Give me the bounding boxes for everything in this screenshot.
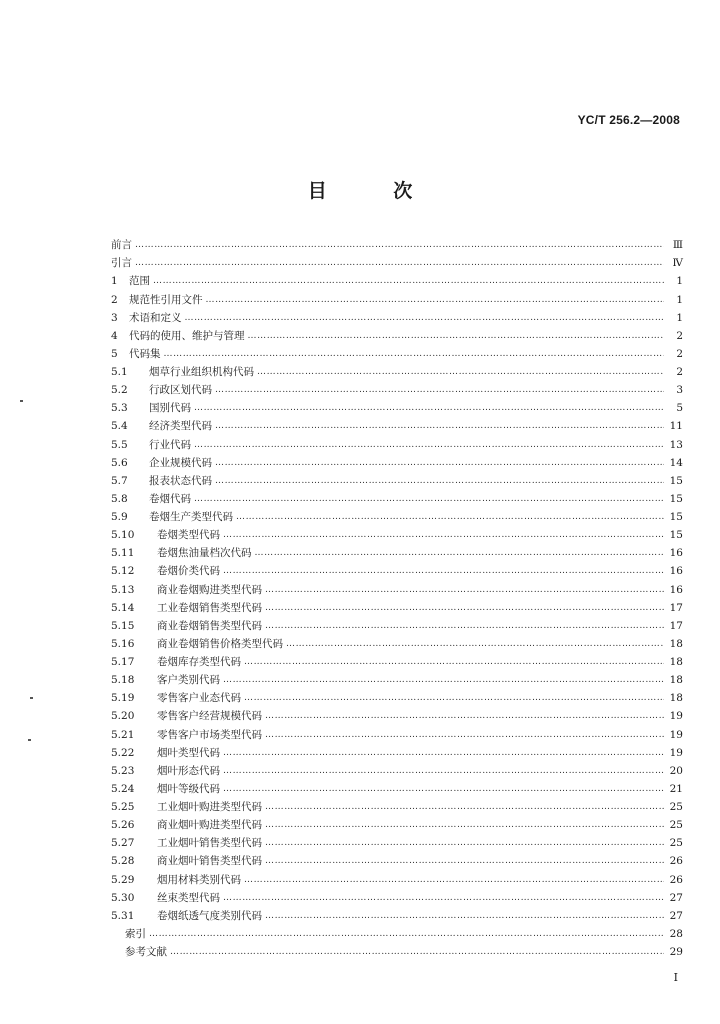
toc-entry-title: 引言 xyxy=(111,257,132,270)
dot-leader xyxy=(265,729,664,742)
toc-entry-number: 3 xyxy=(111,311,118,324)
toc-entry-page: 27 xyxy=(669,909,683,922)
toc-entry-page: 17 xyxy=(669,619,683,632)
toc-entry[interactable] xyxy=(111,760,683,778)
toc-entry-number: 5.17 xyxy=(111,656,135,668)
toc-entry-title: 企业规模代码 xyxy=(149,456,212,469)
toc-entry-number: 5.16 xyxy=(111,637,135,650)
toc-entry-title: 烟用材料类别代码 xyxy=(157,873,241,886)
toc-entry-number: 5.3 xyxy=(111,402,128,415)
toc-entry-page: 1 xyxy=(676,275,683,288)
dot-leader xyxy=(215,475,664,488)
toc-entry-number: 5.24 xyxy=(111,782,135,795)
dot-leader xyxy=(223,747,664,760)
toc-entry-page: 20 xyxy=(669,764,683,777)
toc-entry-number: 5.31 xyxy=(111,909,135,922)
toc-entry-page: 15 xyxy=(669,529,683,542)
toc-entry-number: 5.21 xyxy=(111,728,135,741)
toc-entry[interactable] xyxy=(111,488,683,506)
toc-entry[interactable] xyxy=(111,524,683,542)
toc-entry[interactable] xyxy=(111,506,683,524)
toc-entry-title: 烟叶类型代码 xyxy=(157,746,220,759)
toc-entry[interactable] xyxy=(111,705,683,723)
page-title: 目 次 xyxy=(307,180,443,202)
toc-entry-page: 19 xyxy=(669,746,683,759)
toc-entry-title: 客户类别代码 xyxy=(157,674,220,687)
toc-entry-page: 21 xyxy=(669,782,683,795)
toc-entry-number: 5.25 xyxy=(111,801,135,813)
toc-entry-number: 5.29 xyxy=(111,873,135,886)
dot-leader xyxy=(248,330,665,343)
toc-entry-page: 27 xyxy=(669,891,683,904)
dot-leader xyxy=(135,257,664,270)
toc-entry-title: 商业卷烟销售类型代码 xyxy=(157,619,262,632)
toc-entry[interactable] xyxy=(111,887,683,905)
toc-entry-number: 5.19 xyxy=(111,692,135,705)
toc-entry[interactable] xyxy=(111,560,683,578)
toc-entry[interactable] xyxy=(111,778,683,796)
dot-leader xyxy=(215,420,664,433)
dot-leader xyxy=(194,402,664,415)
toc-entry[interactable] xyxy=(111,361,683,379)
scan-speck xyxy=(20,400,23,402)
dot-leader xyxy=(223,892,664,905)
toc-entry-title: 烟叶等级代码 xyxy=(157,782,220,795)
toc-entry-title: 经济类型代码 xyxy=(149,420,212,433)
dot-leader xyxy=(206,294,665,307)
toc-entry-title: 代码集 xyxy=(129,347,161,360)
toc-entry-title: 规范性引用文件 xyxy=(129,293,203,306)
toc-entry-number: 5.7 xyxy=(111,474,128,487)
toc-entry-page: 16 xyxy=(669,583,683,596)
toc-entry[interactable] xyxy=(111,905,683,923)
toc-entry-number: 5.9 xyxy=(111,511,128,523)
toc-entry[interactable] xyxy=(111,814,683,832)
toc-entry[interactable] xyxy=(111,651,683,669)
dot-leader xyxy=(265,837,664,850)
toc-entry-page: 29 xyxy=(669,946,683,958)
dot-leader xyxy=(149,928,664,941)
toc-entry-title: 零售客户市场类型代码 xyxy=(157,728,262,741)
toc-entry[interactable] xyxy=(111,669,683,687)
toc-entry[interactable] xyxy=(111,234,683,252)
toc-entry[interactable] xyxy=(111,687,683,705)
toc-entry-number: 2 xyxy=(111,293,118,306)
toc-entry-title: 丝束类型代码 xyxy=(157,891,220,904)
toc-entry-title: 参考文献 xyxy=(125,946,167,958)
toc-entry-page: 18 xyxy=(669,637,683,650)
toc-entry-page: 15 xyxy=(669,474,683,487)
toc-entry[interactable] xyxy=(111,325,683,343)
toc-entry[interactable] xyxy=(111,343,683,361)
toc-entry-title: 卷烟纸透气度类别代码 xyxy=(157,909,262,922)
toc-entry-title: 工业卷烟销售类型代码 xyxy=(157,601,262,614)
toc-entry-page: 25 xyxy=(669,801,683,813)
scan-speck xyxy=(28,739,31,741)
toc-entry-number: 5.5 xyxy=(111,438,128,451)
toc-entry-title: 报表状态代码 xyxy=(149,474,212,487)
toc-entry[interactable] xyxy=(111,723,683,741)
toc-entry-page: 3 xyxy=(676,384,683,397)
toc-entry-number: 5.20 xyxy=(111,710,135,723)
toc-entry-number: 5.1 xyxy=(111,366,128,378)
dot-leader xyxy=(265,602,664,615)
toc-entry-page: 26 xyxy=(669,855,683,868)
toc-entry-page: 14 xyxy=(669,456,683,469)
toc-entry[interactable] xyxy=(111,397,683,415)
toc-entry-page: 1 xyxy=(676,311,683,324)
toc-entry[interactable] xyxy=(111,542,683,560)
toc-entry-number: 5 xyxy=(111,347,118,360)
toc-entry-number: 5.18 xyxy=(111,674,135,687)
dot-leader xyxy=(153,275,664,288)
standard-code: YC/T 256.2—2008 xyxy=(577,113,680,127)
dot-leader xyxy=(215,457,664,470)
toc-entry-title: 商业烟叶购进类型代码 xyxy=(157,819,262,832)
toc-entry-title: 商业烟叶销售类型代码 xyxy=(157,855,262,868)
toc-entry[interactable] xyxy=(111,252,683,270)
dot-leader xyxy=(194,439,664,452)
toc-entry[interactable] xyxy=(111,307,683,325)
toc-entry[interactable] xyxy=(111,415,683,433)
toc-entry-page: Ⅳ xyxy=(672,257,683,270)
dot-leader xyxy=(244,656,664,669)
toc-entry-page: 26 xyxy=(669,873,683,886)
toc-entry-number: 5.4 xyxy=(111,420,128,433)
toc-entry-page: 25 xyxy=(669,819,683,832)
toc-entry-number: 5.12 xyxy=(111,565,135,578)
toc-entry-page: Ⅲ xyxy=(672,239,683,252)
toc-entry-number: 5.8 xyxy=(111,492,128,505)
dot-leader xyxy=(255,547,665,560)
toc-entry[interactable] xyxy=(111,742,683,760)
toc-entry-title: 范围 xyxy=(129,275,150,288)
dot-leader xyxy=(135,239,664,252)
toc-entry[interactable] xyxy=(111,923,683,941)
toc-entry-title: 零售客户经营规模代码 xyxy=(157,710,262,723)
toc-entry[interactable] xyxy=(111,832,683,850)
dot-leader xyxy=(265,855,664,868)
toc-entry[interactable] xyxy=(111,796,683,814)
page-number: I xyxy=(673,971,678,984)
dot-leader xyxy=(265,620,664,633)
toc-entry-page: 15 xyxy=(669,511,683,523)
toc-entry-number: 5.14 xyxy=(111,601,135,614)
scan-speck xyxy=(30,697,33,699)
toc-entry-title: 烟叶形态代码 xyxy=(157,764,220,777)
toc-entry-page: 28 xyxy=(669,927,683,940)
dot-leader xyxy=(244,692,664,705)
toc-entry-number: 5.27 xyxy=(111,837,135,850)
toc-entry-page: 19 xyxy=(669,728,683,741)
toc-entry[interactable] xyxy=(111,868,683,886)
toc-entry-page: 19 xyxy=(669,710,683,723)
toc-entry-title: 卷烟生产类型代码 xyxy=(149,511,233,523)
toc-entry[interactable] xyxy=(111,288,683,306)
toc-entry-page: 25 xyxy=(669,837,683,850)
toc-entry-number: 1 xyxy=(111,275,118,288)
toc-entry-number: 5.2 xyxy=(111,384,128,397)
toc-entry-page: 18 xyxy=(669,656,683,668)
toc-entry-page: 2 xyxy=(676,366,683,378)
dot-leader xyxy=(194,493,664,506)
toc-entry-title: 零售客户业态代码 xyxy=(157,692,241,705)
toc-entry-title: 代码的使用、维护与管理 xyxy=(129,329,245,342)
dot-leader xyxy=(215,384,664,397)
dot-leader xyxy=(223,783,664,796)
dot-leader xyxy=(244,874,664,887)
toc-entry-page: 2 xyxy=(676,329,683,342)
toc-entry-number: 5.11 xyxy=(111,547,135,560)
toc-entry-title: 前言 xyxy=(111,239,132,252)
toc-entry-title: 术语和定义 xyxy=(129,311,182,324)
toc-entry-title: 行业代码 xyxy=(149,438,191,451)
table-of-contents xyxy=(111,234,683,959)
toc-entry-number: 5.15 xyxy=(111,619,135,632)
dot-leader xyxy=(185,312,665,325)
toc-entry[interactable] xyxy=(111,850,683,868)
toc-entry-title: 国别代码 xyxy=(149,402,191,415)
toc-entry[interactable] xyxy=(111,615,683,633)
toc-entry-title: 商业卷烟购进类型代码 xyxy=(157,583,262,596)
toc-entry[interactable] xyxy=(111,470,683,488)
toc-entry-page: 5 xyxy=(676,402,683,415)
dot-leader xyxy=(223,674,664,687)
toc-entry-page: 2 xyxy=(676,347,683,360)
toc-entry-title: 卷烟库存类型代码 xyxy=(157,656,241,668)
dot-leader xyxy=(170,946,664,959)
dot-leader xyxy=(265,801,664,814)
toc-entry[interactable] xyxy=(111,270,683,288)
toc-entry-title: 烟草行业组织机构代码 xyxy=(149,366,254,378)
dot-leader xyxy=(257,366,664,379)
toc-entry-page: 17 xyxy=(669,601,683,614)
toc-entry-page: 11 xyxy=(669,420,683,433)
toc-entry-page: 16 xyxy=(669,547,683,560)
toc-entry-number: 5.6 xyxy=(111,456,128,469)
dot-leader xyxy=(265,710,664,723)
toc-entry[interactable] xyxy=(111,633,683,651)
toc-entry[interactable] xyxy=(111,941,683,959)
toc-entry[interactable] xyxy=(111,578,683,596)
toc-entry-title: 索引 xyxy=(125,927,146,940)
dot-leader xyxy=(265,910,664,923)
dot-leader xyxy=(164,348,665,361)
toc-entry-title: 卷烟价类代码 xyxy=(157,565,220,578)
dot-leader xyxy=(265,584,664,597)
dot-leader xyxy=(223,765,664,778)
dot-leader xyxy=(265,819,664,832)
toc-entry-page: 15 xyxy=(669,492,683,505)
toc-entry-number: 5.23 xyxy=(111,764,135,777)
dot-leader xyxy=(286,638,664,651)
dot-leader xyxy=(223,529,664,542)
toc-entry-title: 工业烟叶购进类型代码 xyxy=(157,801,262,813)
toc-entry-number: 4 xyxy=(111,329,118,342)
toc-entry-page: 18 xyxy=(669,692,683,705)
dot-leader xyxy=(236,511,664,524)
toc-entry-number: 5.28 xyxy=(111,855,135,868)
toc-entry[interactable] xyxy=(111,452,683,470)
toc-entry-number: 5.13 xyxy=(111,583,135,596)
toc-entry[interactable] xyxy=(111,597,683,615)
toc-entry-number: 5.10 xyxy=(111,529,135,542)
toc-entry-number: 5.26 xyxy=(111,819,135,832)
toc-entry-page: 18 xyxy=(669,674,683,687)
dot-leader xyxy=(223,565,664,578)
toc-entry-title: 行政区划代码 xyxy=(149,384,212,397)
toc-entry-title: 商业卷烟销售价格类型代码 xyxy=(157,637,283,650)
toc-entry[interactable] xyxy=(111,379,683,397)
toc-entry-number: 5.22 xyxy=(111,746,135,759)
toc-entry-title: 卷烟代码 xyxy=(149,492,191,505)
toc-entry-number: 5.30 xyxy=(111,891,135,904)
toc-entry-page: 16 xyxy=(669,565,683,578)
toc-entry-title: 工业烟叶销售类型代码 xyxy=(157,837,262,850)
toc-entry-title: 卷烟类型代码 xyxy=(157,529,220,542)
toc-entry-page: 13 xyxy=(669,438,683,451)
toc-entry-page: 1 xyxy=(676,293,683,306)
toc-entry-title: 卷烟焦油量档次代码 xyxy=(157,547,252,560)
toc-entry[interactable] xyxy=(111,433,683,451)
